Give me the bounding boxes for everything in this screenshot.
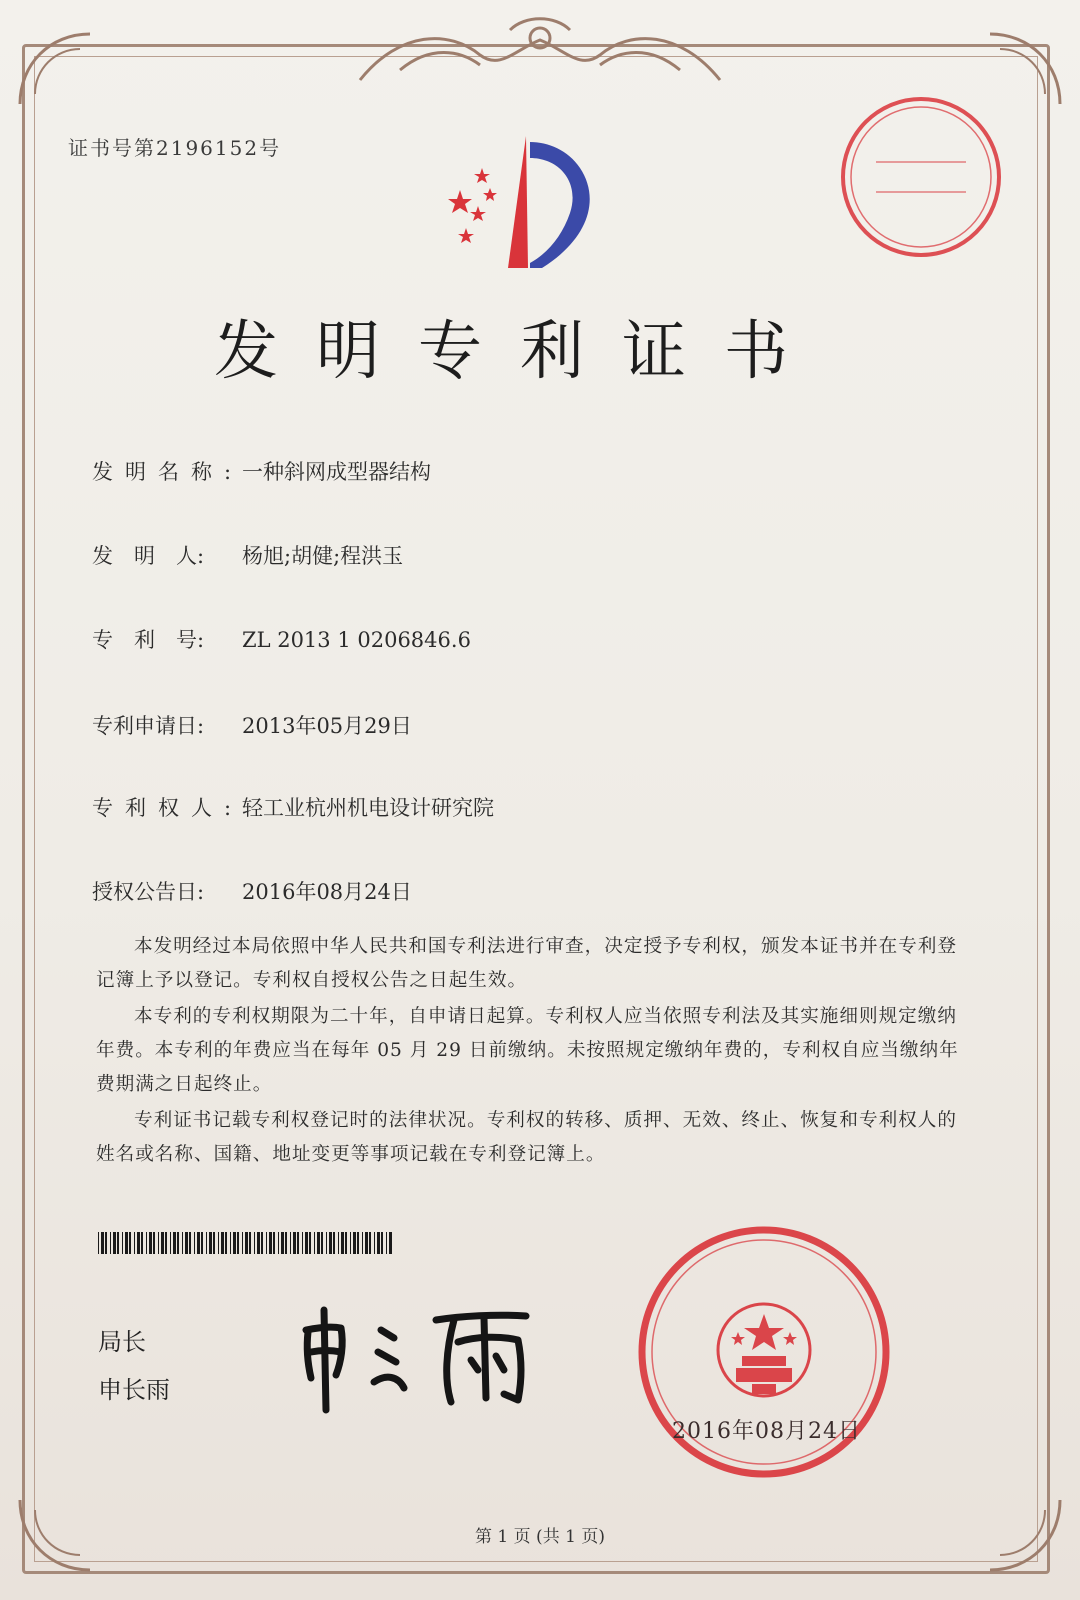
barcode-bar (185, 1232, 188, 1254)
barcode-bar (326, 1232, 327, 1254)
invention-name-label: 发明名称: (92, 460, 244, 484)
invention-name-field (92, 456, 431, 486)
application-date-value: 2013年05月29日 (242, 714, 412, 738)
barcode-bar (333, 1232, 335, 1254)
barcode-bar (386, 1232, 387, 1254)
barcode-bar (146, 1232, 147, 1254)
barcode-bar (257, 1232, 260, 1254)
certificate-number: 证书号第2196152号 (68, 136, 282, 160)
barcode-bar (266, 1232, 267, 1254)
barcode-bar (170, 1232, 171, 1254)
barcode-bar (113, 1232, 116, 1254)
barcode-bar (321, 1232, 323, 1254)
barcode-bar (245, 1232, 248, 1254)
barcode-bar (173, 1232, 176, 1254)
inventor-label: 发 明 人: (92, 544, 205, 568)
barcode-bar (225, 1232, 227, 1254)
director-title: 局长 (98, 1328, 146, 1356)
patent-number-label: 专 利 号: (92, 628, 205, 652)
barcode-bar (353, 1232, 356, 1254)
barcode-bar (237, 1232, 239, 1254)
director-name: 申长雨 (98, 1376, 170, 1404)
grant-date-label: 授权公告日: (92, 880, 205, 904)
barcode-bar (273, 1232, 275, 1254)
barcode-bar (206, 1232, 207, 1254)
barcode-bar (350, 1232, 351, 1254)
barcode-bar (194, 1232, 195, 1254)
barcode-bar (98, 1232, 99, 1254)
barcode-bar (365, 1232, 368, 1254)
barcode-bar (230, 1232, 231, 1254)
barcode-bar (141, 1232, 143, 1254)
barcode-bar (317, 1232, 320, 1254)
barcode-bar (369, 1232, 371, 1254)
grant-date-field (92, 876, 412, 906)
barcode-bar (341, 1232, 344, 1254)
barcode-bar (197, 1232, 200, 1254)
barcode-bar (233, 1232, 236, 1254)
barcode-bar (381, 1232, 383, 1254)
barcode-bar (117, 1232, 119, 1254)
barcode-bar (261, 1232, 263, 1254)
barcode-bar (338, 1232, 339, 1254)
barcode-bar (101, 1232, 104, 1254)
barcode-bar (165, 1232, 167, 1254)
barcode-bar (209, 1232, 212, 1254)
certificate-title: 发明专利证书 (214, 315, 826, 389)
barcode-bar (302, 1232, 303, 1254)
barcode-bar (221, 1232, 224, 1254)
application-date-field (92, 710, 412, 740)
barcode-bar (161, 1232, 164, 1254)
barcode-bar (309, 1232, 311, 1254)
barcode-bar (293, 1232, 296, 1254)
barcode-bar (389, 1232, 392, 1254)
barcode-bar (134, 1232, 135, 1254)
barcode-bar (105, 1232, 107, 1254)
barcode-bar (182, 1232, 183, 1254)
patent-number-value: ZL 2013 1 0206846.6 (242, 628, 471, 652)
barcode-bar (129, 1232, 131, 1254)
barcode-bar (345, 1232, 347, 1254)
barcode-bar (290, 1232, 291, 1254)
seal-date: 2016年08月24日 (672, 1419, 861, 1444)
patent-office-emblem-icon (430, 128, 630, 278)
barcode-bar (201, 1232, 203, 1254)
barcode-bar (305, 1232, 308, 1254)
body-paragraph-3: 专利证书记载专利权登记时的法律状况。专利权的转移、质押、无效、终止、恢复和专利权人的姓名或名称、国籍、地址变更等事项记载在专利登记簿上。 (96, 1110, 957, 1165)
barcode-bar (177, 1232, 179, 1254)
top-ornament (340, 10, 740, 90)
barcode-bar (125, 1232, 128, 1254)
barcode-bar (281, 1232, 284, 1254)
barcode-bar (158, 1232, 159, 1254)
corner-ornament-top-left (10, 24, 100, 114)
inventor-field (92, 540, 403, 570)
barcode-bar (249, 1232, 251, 1254)
barcode-bar (218, 1232, 219, 1254)
patentee-value: 轻工业杭州机电设计研究院 (242, 796, 494, 820)
barcode-bar (357, 1232, 359, 1254)
barcode-bar (110, 1232, 111, 1254)
barcode-bar (362, 1232, 363, 1254)
patent-number-field (92, 624, 471, 654)
grant-date-value: 2016年08月24日 (242, 880, 412, 904)
barcode-bar (254, 1232, 255, 1254)
patentee-label: 专利权人: (92, 796, 244, 820)
body-paragraph-1: 本发明经过本局依照中华人民共和国专利法进行审查，决定授予专利权，颁发本证书并在专利登记簿上予以登记。专利权自授权公告之日起生效。 (96, 936, 957, 991)
tax-seal-stamp (836, 92, 1006, 262)
invention-name-value: 一种斜网成型器结构 (242, 460, 431, 484)
page-number: 第 1 页 (共 1 页) (475, 1527, 605, 1547)
inventor-value: 杨旭;胡健;程洪玉 (242, 544, 404, 568)
barcode-bar (213, 1232, 215, 1254)
barcode (98, 1232, 394, 1254)
barcode-bar (122, 1232, 123, 1254)
barcode-bar (314, 1232, 315, 1254)
barcode-bar (285, 1232, 287, 1254)
barcode-bar (374, 1232, 375, 1254)
barcode-bar (278, 1232, 279, 1254)
barcode-bar (329, 1232, 332, 1254)
application-date-label: 专利申请日: (92, 714, 205, 738)
barcode-bar (242, 1232, 243, 1254)
barcode-bar (149, 1232, 152, 1254)
barcode-bar (189, 1232, 191, 1254)
barcode-bar (137, 1232, 140, 1254)
barcode-bar (153, 1232, 155, 1254)
body-paragraph-2: 本专利的专利权期限为二十年，自申请日起算。专利权人应当依照专利法及其实施细则规定缴纳年费。本专利的年费应当在每年 05 月 29 日前缴纳。未按照规定缴纳年费的，专利权自应当缴纳年费期满之日起终止。 (96, 1006, 959, 1095)
barcode-bar (377, 1232, 380, 1254)
barcode-bar (269, 1232, 272, 1254)
handwritten-signature (286, 1290, 546, 1420)
barcode-bar (297, 1232, 299, 1254)
patentee-field (92, 792, 494, 822)
